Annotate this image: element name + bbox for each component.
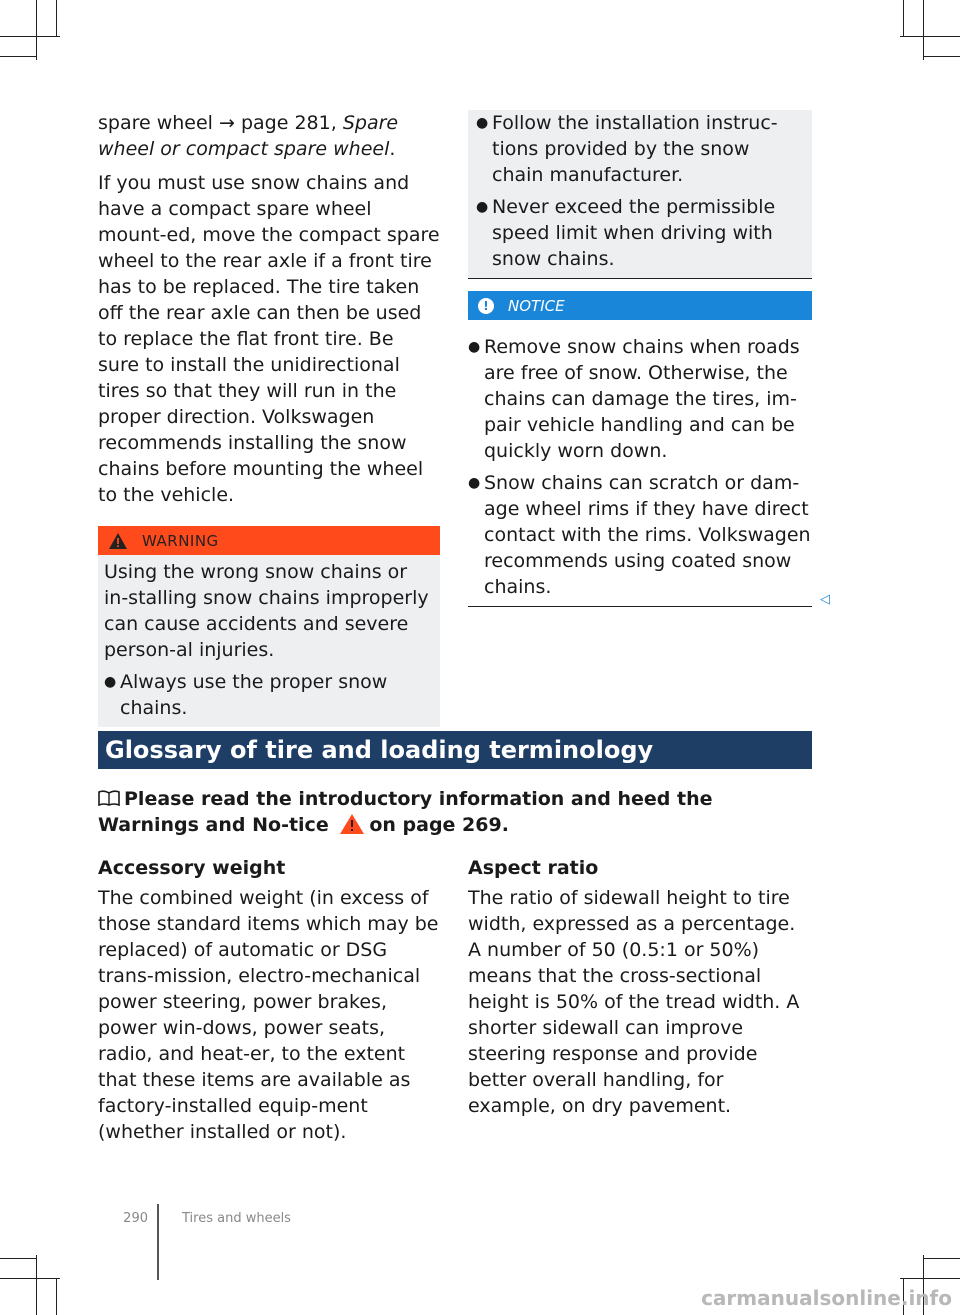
arrow-icon: →: [219, 112, 235, 134]
warning-triangle-icon: [108, 532, 128, 550]
warning-box: [98, 555, 440, 727]
right-column: [468, 110, 830, 607]
list-item: [468, 334, 812, 464]
crop-mark: [56, 1278, 57, 1315]
crop-mark: [56, 0, 57, 36]
footer-divider: [157, 1204, 159, 1280]
warning-header: [98, 526, 440, 555]
glossary-title-bar: [98, 731, 812, 769]
crop-mark: [924, 1258, 960, 1259]
crop-mark: [900, 1278, 960, 1279]
list-item-text: Never exceed the permissible speed limit when driving with snow chains.: [492, 196, 776, 270]
crop-mark: [36, 0, 37, 60]
warning-box-continued: [468, 110, 812, 278]
list-item: [468, 470, 812, 600]
notice-header: [468, 291, 812, 320]
crop-mark: [0, 1278, 60, 1279]
list-item-text: Always use the proper snow chains.: [120, 671, 388, 719]
book-icon: [98, 790, 120, 806]
term-definition: The ratio of sidewall height to tire width, expressed as a percentage. A number of 50 (0.5:1 or 50%) means that the cross-sectional height is 50% of the tread width. A shorter sidewall can improve steering response and provide better overall handling, for example, on dry pavement.: [468, 887, 800, 1117]
term-title: Aspect ratio: [468, 857, 599, 879]
list-item-text: Remove snow chains when roads are free of snow. Otherwise, the chains can damage the tires, im-pair vehicle handling and can be quickly worn down.: [484, 336, 800, 462]
divider: [468, 278, 812, 279]
bullet-icon: ●: [476, 115, 489, 131]
snow-chains-paragraph: If you must use snow chains and have a compact spare wheel mount-ed, move the compact spare wheel to the rear axle if a front tire has to be replaced. The tire taken off the rear axle can then be used to replace the flat front tire. Be sure to install the unidirectional tires so that they will run in the proper direction. Volkswagen recommends installing the snow chains before mounting the wheel to the vehicle.: [98, 172, 440, 506]
list-item-text: Snow chains can scratch or dam-age wheel rims if they have direct contact with the rims. Volkswagen recommends using coated snow chains.: [484, 472, 811, 598]
exclamation-icon: !: [478, 298, 494, 314]
intro-page-reference[interactable]: on page 269.: [369, 814, 509, 836]
list-item-text: Follow the installation instruc-tions provided by the snow chain manufacturer.: [492, 112, 778, 186]
list-item: [104, 669, 434, 721]
left-column: [98, 110, 440, 727]
bullet-icon: ●: [476, 199, 489, 215]
crop-mark: [924, 56, 960, 57]
term-definition: The combined weight (in excess of those standard items which may be replaced) of automatic or DSG trans-mission, electro-mechanical power steering, power brakes, power win-dows, power seats, radio, and heat-er, to the extent that these items are available as factory-installed equip-ment (whether installed or not).: [98, 887, 439, 1143]
warning-triangle-icon: [339, 813, 365, 835]
list-item: [476, 194, 802, 272]
end-of-section-icon: ◁: [820, 592, 830, 607]
bullet-icon: ●: [468, 339, 481, 355]
crop-mark: [923, 0, 924, 60]
crop-mark: [0, 1258, 36, 1259]
crop-mark: [36, 1255, 37, 1315]
term-title: Accessory weight: [98, 857, 286, 879]
notice-label: NOTICE: [508, 296, 565, 315]
divider: [468, 592, 830, 607]
crop-mark: [0, 56, 36, 57]
watermark: carmanualsonline.info: [701, 1286, 952, 1310]
footer-section-title: Tires and wheels: [182, 1211, 291, 1226]
section-reference[interactable]: Spare wheel or compact spare wheel: [98, 112, 399, 160]
para-text: spare wheel: [98, 112, 220, 134]
warning-label: WARNING: [142, 531, 219, 550]
intro-text: Please read the introductory information and heed the Warnings and No-tice: [98, 788, 713, 836]
crop-mark: [900, 36, 960, 37]
bullet-icon: ●: [104, 674, 117, 690]
glossary-term-accessory-weight: [98, 855, 440, 1145]
spare-wheel-paragraph: [98, 110, 440, 162]
page-number: 290: [123, 1211, 148, 1226]
notice-box: [468, 320, 812, 606]
glossary-title: Glossary of tire and loading terminology: [105, 736, 654, 764]
crop-mark: [0, 36, 60, 37]
glossary-intro: [98, 786, 812, 838]
page-reference[interactable]: page 281,: [234, 112, 343, 134]
crop-mark: [903, 0, 904, 36]
warning-text: Using the wrong snow chains or in-stalling snow chains improperly can cause accidents and severe person-al injuries.: [104, 561, 429, 661]
bullet-icon: ●: [468, 475, 481, 491]
glossary-term-aspect-ratio: [468, 855, 812, 1119]
para-text: .: [389, 138, 396, 160]
list-item: [476, 110, 802, 188]
